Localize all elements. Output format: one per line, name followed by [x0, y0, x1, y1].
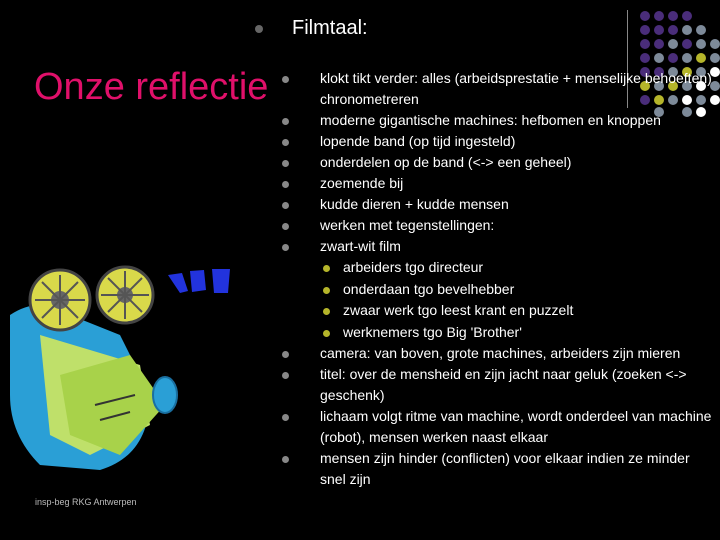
- sub-bullet-icon: [323, 330, 330, 337]
- sub-list-item-text: zwaar werk tgo leest krant en puzzelt: [343, 302, 574, 318]
- sub-list-item: [282, 279, 714, 301]
- sub-list-item-text: werknemers tgo Big 'Brother': [343, 323, 522, 340]
- sub-bullet-icon: [323, 287, 330, 294]
- list-item: [282, 406, 714, 448]
- list-item-text: camera: van boven, grote machines, arbeiders zijn mieren: [320, 345, 681, 361]
- list-item: [282, 110, 714, 131]
- list-item-text: mensen zijn hinder (conflicten) voor elkaar indien ze minder snel zijn: [320, 450, 690, 487]
- bullet-icon: [282, 351, 289, 358]
- sub-list-item-text: arbeiders tgo directeur: [343, 259, 484, 275]
- list-item: [282, 152, 714, 173]
- list-item-text: titel: over de mensheid en zijn jacht naar geluk (zoeken <-> geschenk): [320, 366, 687, 403]
- bullet-icon: [282, 372, 289, 379]
- bullet-list: [282, 68, 714, 490]
- sub-bullet-icon: [323, 265, 330, 272]
- list-item: [282, 68, 714, 110]
- bullet-icon: [282, 118, 289, 125]
- list-item: [282, 131, 714, 152]
- bullet-icon: [282, 181, 289, 188]
- bullet-icon: [282, 414, 289, 421]
- film-projector-illustration: [0, 255, 290, 485]
- sub-list-item-text: onderdaan tgo bevelhebber: [343, 280, 515, 297]
- footer-credit: insp-beg RKG Antwerpen: [35, 497, 137, 507]
- list-item-text: onderdelen op de band (<-> een geheel): [320, 154, 572, 170]
- list-item-text: kudde dieren + kudde mensen: [320, 196, 509, 212]
- list-item-text: zoemende bij: [320, 175, 404, 191]
- list-item-text: werken met tegenstellingen:: [320, 217, 495, 233]
- list-item-text: zwart-wit film: [320, 238, 401, 254]
- bullet-icon: [282, 456, 289, 463]
- list-item: [282, 364, 714, 406]
- sub-list-item: [282, 322, 714, 344]
- list-item-text: lichaam volgt ritme van machine, wordt onderdeel van machine (robot), mensen werken naast elkaar: [320, 408, 712, 445]
- bullet-icon: [282, 160, 289, 167]
- bullet-icon: [282, 202, 289, 209]
- list-item: [282, 215, 714, 236]
- sub-bullet-icon: [323, 308, 330, 315]
- list-item: [282, 173, 714, 194]
- list-item-text: moderne gigantische machines: hefbomen en knoppen: [320, 112, 661, 128]
- sub-list-item: [282, 257, 714, 279]
- header-label: Filmtaal:: [292, 17, 368, 39]
- bullet-icon: [282, 223, 289, 230]
- bullet-icon: [282, 139, 289, 146]
- list-item: [282, 236, 714, 257]
- bullet-icon: [282, 76, 289, 83]
- slide-title: Onze reflectie: [34, 66, 269, 108]
- bullet-icon: [282, 244, 289, 251]
- list-item-text: lopende band (op tijd ingesteld): [320, 133, 516, 149]
- list-item-text: klokt tikt verder: alles (arbeidsprestatie + menselijke behoeften) chronometreren: [320, 70, 712, 107]
- header-bullet-icon: [255, 25, 263, 33]
- list-item: [282, 343, 714, 364]
- sub-list-item: [282, 300, 714, 322]
- list-item: [282, 448, 714, 490]
- list-item: [282, 194, 714, 215]
